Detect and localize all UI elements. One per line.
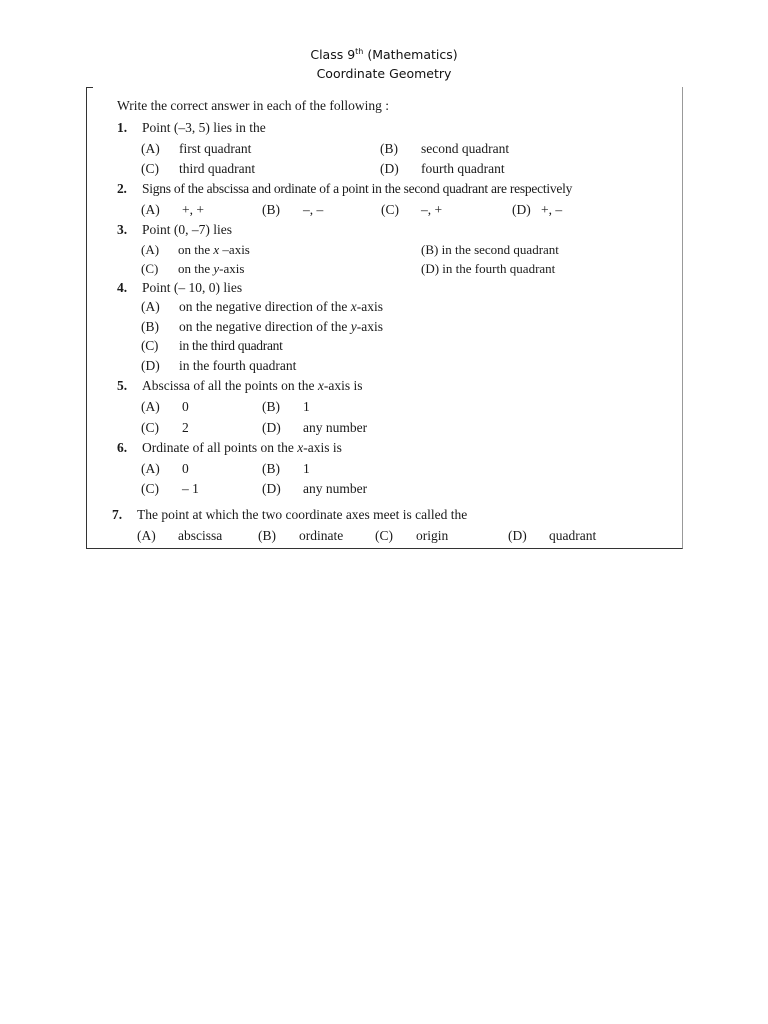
q7-option-a: (A) abscissa bbox=[137, 528, 223, 543]
q6-option-d: (D) any number bbox=[262, 481, 368, 496]
question-number: 5. bbox=[117, 378, 128, 393]
question-text: Signs of the abscissa and ordinate of a point in the second quadrant are respectively bbox=[142, 181, 573, 196]
q1-option-b: (B) second quadrant bbox=[380, 141, 510, 156]
question-number: 6. bbox=[117, 440, 128, 455]
q5-option-a: (A) 0 bbox=[141, 399, 189, 414]
q7-option-d: (D) quadrant bbox=[508, 528, 597, 543]
q2-option-c: (C) –, + bbox=[381, 202, 443, 217]
question-5: 5. Abscissa of all the points on the x-axis is bbox=[117, 378, 363, 393]
q2-option-b: (B) –, – bbox=[262, 202, 324, 217]
question-3 bbox=[117, 222, 232, 238]
question-number: 7. bbox=[112, 507, 123, 522]
q4-option-c: (C) in the third quadrant bbox=[141, 338, 283, 353]
q7-option-b: (B) ordinate bbox=[258, 528, 344, 543]
question-1 bbox=[117, 120, 266, 136]
q6-option-b: (B) 1 bbox=[262, 461, 310, 476]
q4-option-a: (A) on the negative direction of the x-axis bbox=[141, 299, 383, 314]
q5-option-c: (C) 2 bbox=[141, 420, 189, 435]
question-text: Point (0, –7) lies bbox=[142, 222, 232, 237]
q2-option-a: (A) +, + bbox=[141, 202, 204, 217]
q5-option-b: (B) 1 bbox=[262, 399, 310, 414]
document-header bbox=[0, 42, 768, 83]
question-number: 1. bbox=[117, 120, 128, 135]
question-text: Point (– 10, 0) lies bbox=[142, 280, 243, 295]
q6-option-c: (C) – 1 bbox=[141, 481, 199, 496]
class-title: Class 9th (Mathematics) bbox=[310, 47, 458, 63]
q7-option-c: (C) origin bbox=[375, 528, 449, 543]
question-text: Point (–3, 5) lies in the bbox=[142, 120, 266, 135]
q5-option-d: (D) any number bbox=[262, 420, 368, 435]
instructions: Write the correct answer in each of the following : bbox=[117, 98, 389, 113]
q6-option-a: (A) 0 bbox=[141, 461, 189, 476]
q1-option-a: (A) first quadrant bbox=[141, 141, 252, 156]
box-corner-mark bbox=[86, 87, 93, 88]
q3-option-a: (A) on the x –axis bbox=[141, 242, 250, 257]
q4-option-b: (B) on the negative direction of the y-axis bbox=[141, 319, 383, 334]
question-number: 2. bbox=[117, 181, 127, 196]
question-number: 4. bbox=[117, 280, 128, 295]
question-2 bbox=[117, 181, 572, 197]
q1-option-d: (D) fourth quadrant bbox=[380, 161, 505, 176]
question-7 bbox=[112, 507, 467, 523]
question-6: 6. Ordinate of all points on the x-axis is bbox=[117, 440, 342, 455]
q2-option-d: (D) +, – bbox=[512, 202, 563, 217]
q4-option-d: (D) in the fourth quadrant bbox=[141, 358, 297, 373]
question-number: 3. bbox=[117, 222, 128, 237]
q3-option-b: (B) in the second quadrant bbox=[421, 242, 559, 257]
q3-option-c: (C) on the y-axis bbox=[141, 261, 245, 276]
q1-option-c: (C) third quadrant bbox=[141, 161, 256, 176]
question-4 bbox=[117, 280, 242, 296]
question-text: The point at which the two coordinate axes meet is called the bbox=[137, 507, 468, 522]
chapter-title: Coordinate Geometry bbox=[316, 66, 452, 82]
q3-option-d: (D) in the fourth quadrant bbox=[421, 261, 556, 276]
